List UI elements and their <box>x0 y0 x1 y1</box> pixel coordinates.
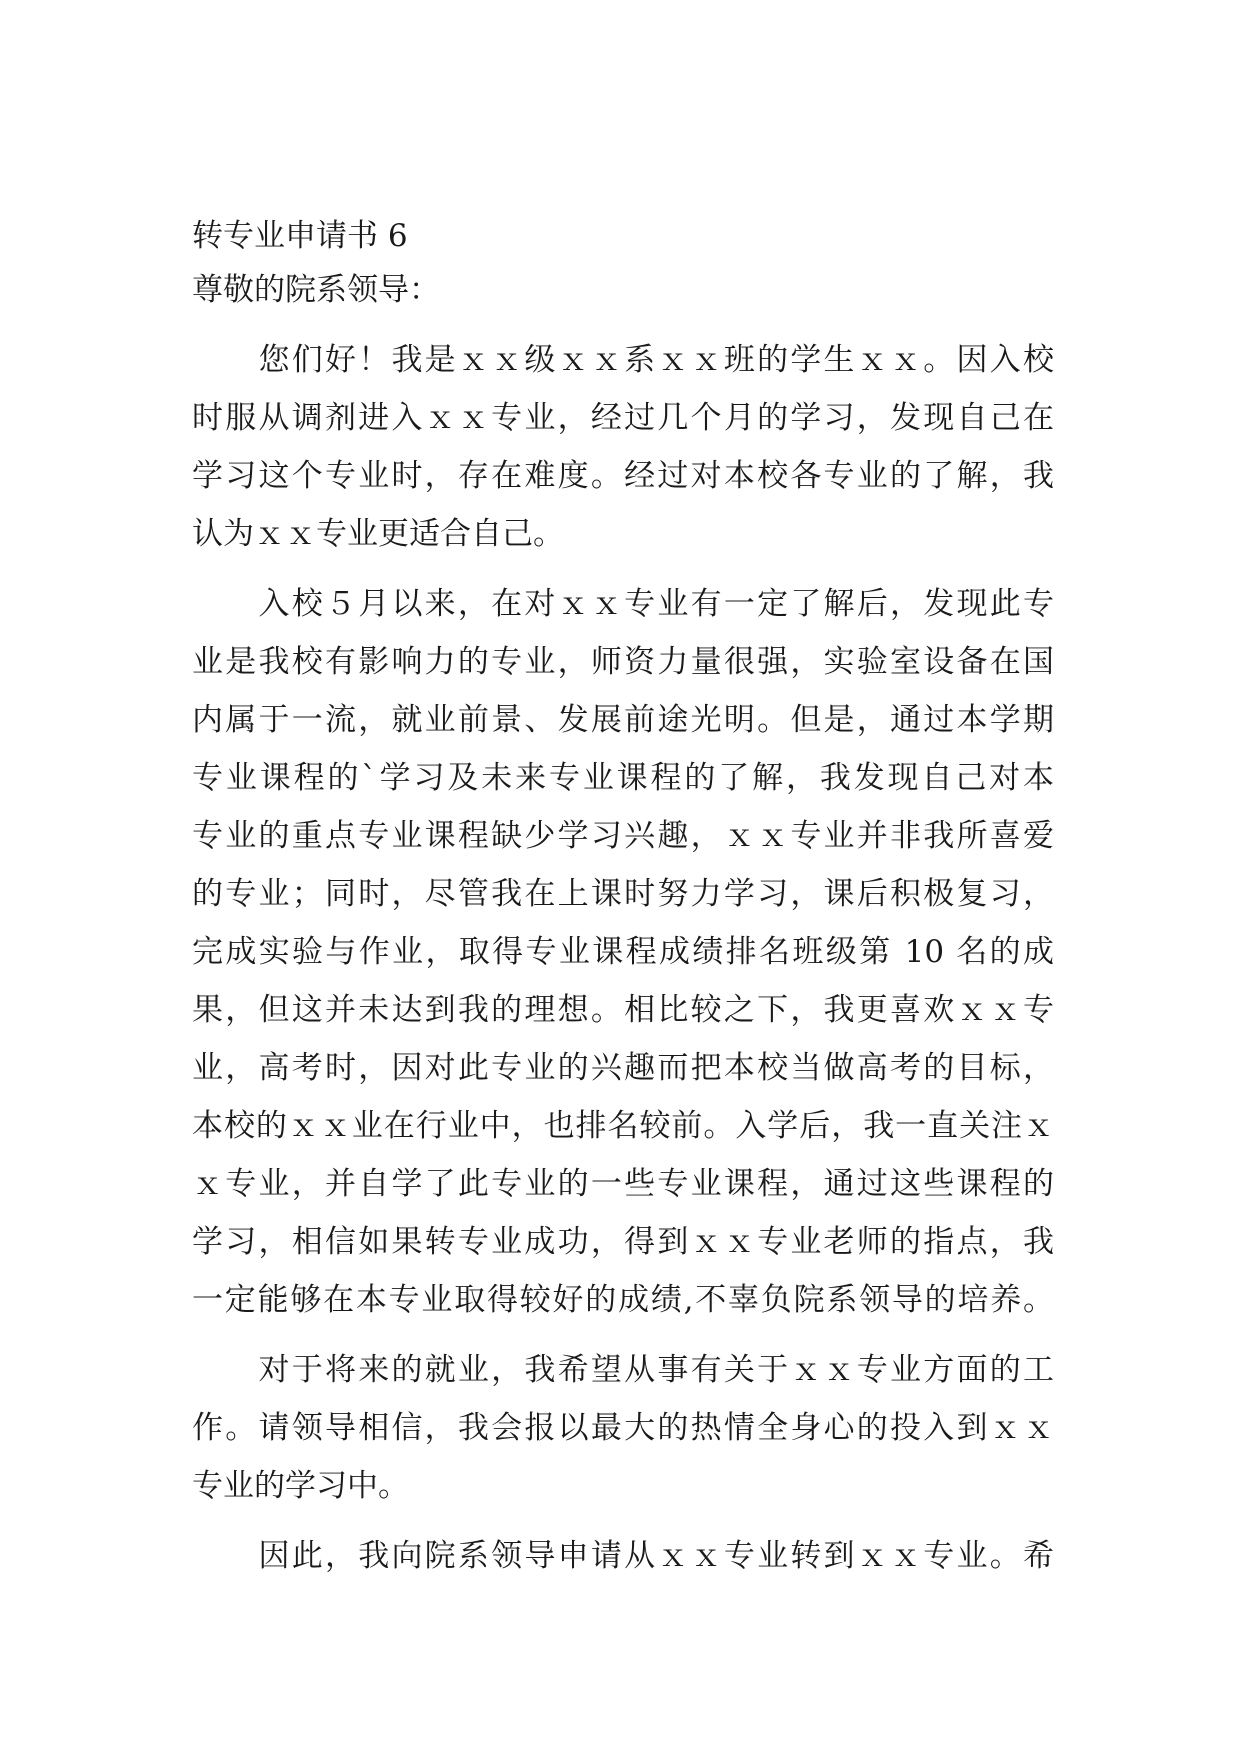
text-line: 因此，我向院系领导申请从ｘｘ专业转到ｘｘ专业。希 <box>192 1538 1054 1574</box>
text-line: 学习这个专业时，存在难度。经过对本校各专业的了解，我 <box>192 458 1054 494</box>
text-line: 入校５月以来，在对ｘｘ专业有一定了解后，发现此专 <box>192 586 1054 622</box>
text-line: 专业的学习中。 <box>192 1468 409 1504</box>
text-line: 认为ｘｘ专业更适合自己。 <box>192 516 564 552</box>
text-line: 您们好！我是ｘｘ级ｘｘ系ｘｘ班的学生ｘｘ。因入校 <box>192 342 1054 378</box>
text-line: 专业的重点专业课程缺少学习兴趣，ｘｘ专业并非我所喜爱 <box>192 818 1054 854</box>
text-line: 的专业；同时，尽管我在上课时努力学习，课后积极复习， <box>192 876 1054 912</box>
text-line: 完成实验与作业，取得专业课程成绩排名班级第 10 名的成 <box>192 934 1054 970</box>
document-title: 转专业申请书 6 <box>192 218 408 254</box>
text-line: 内属于一流，就业前景、发展前途光明。但是，通过本学期 <box>192 702 1054 738</box>
text-line: 一定能够在本专业取得较好的成绩,不辜负院系领导的培养。 <box>192 1282 1054 1318</box>
text-line: 业，高考时，因对此专业的兴趣而把本校当做高考的目标， <box>192 1050 1054 1086</box>
text-line: ｘ专业，并自学了此专业的一些专业课程，通过这些课程的 <box>192 1166 1054 1202</box>
text-line: 作。请领导相信，我会报以最大的热情全身心的投入到ｘｘ <box>192 1410 1054 1446</box>
text-line: 本校的ｘｘ业在行业中，也排名较前。入学后，我一直关注ｘ <box>192 1108 1054 1144</box>
text-line: 对于将来的就业，我希望从事有关于ｘｘ专业方面的工 <box>192 1352 1054 1388</box>
text-line: 业是我校有影响力的专业，师资力量很强，实验室设备在国 <box>192 644 1054 680</box>
text-line: 时服从调剂进入ｘｘ专业，经过几个月的学习，发现自己在 <box>192 400 1054 436</box>
text-line: 学习，相信如果转专业成功，得到ｘｘ专业老师的指点，我 <box>192 1224 1054 1260</box>
salutation: 尊敬的院系领导： <box>192 272 440 308</box>
text-line: 果，但这并未达到我的理想。相比较之下，我更喜欢ｘｘ专 <box>192 992 1054 1028</box>
text-line: 专业课程的`学习及未来专业课程的了解，我发现自己对本 <box>192 760 1054 796</box>
